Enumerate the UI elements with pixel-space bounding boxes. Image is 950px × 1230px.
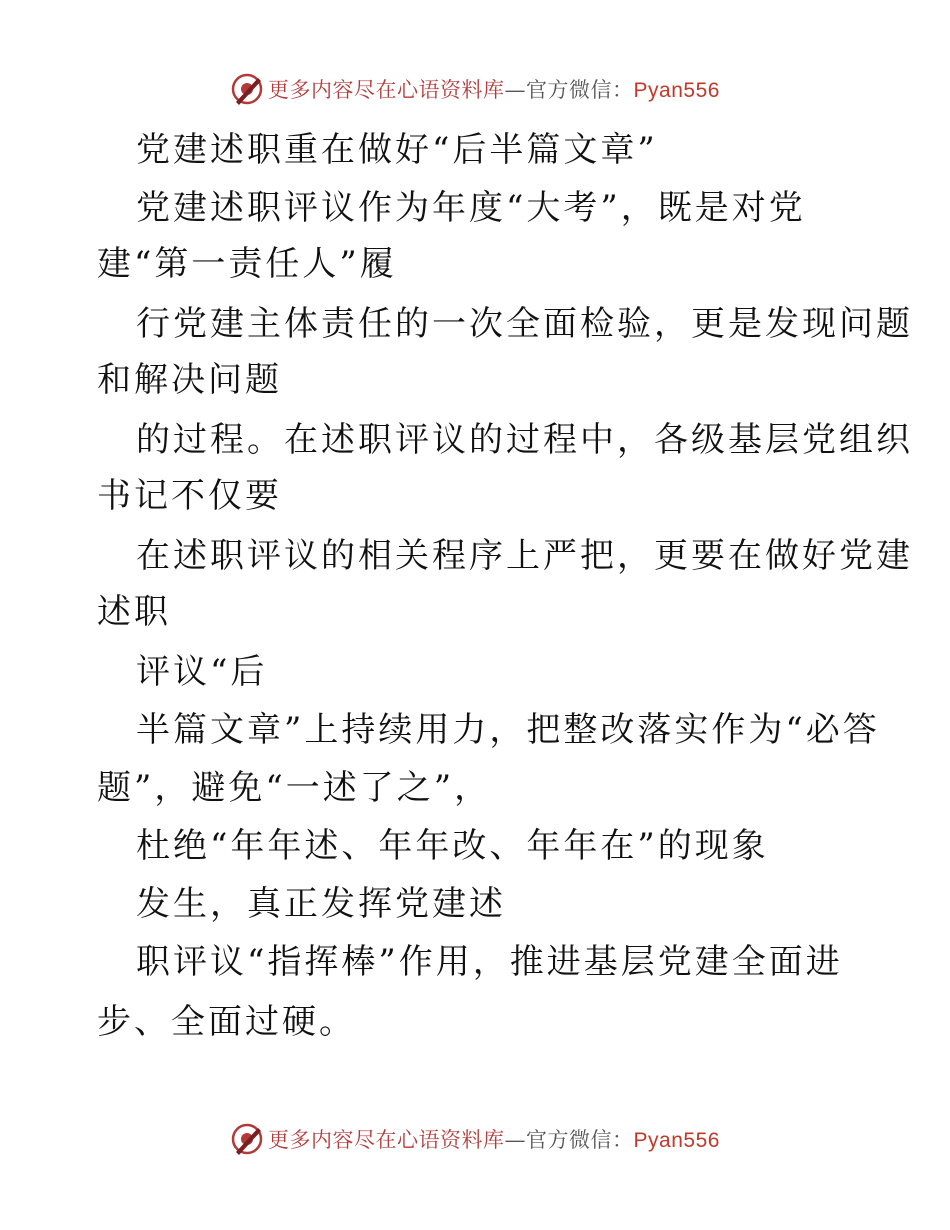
doc-line: 评议“后: [136, 652, 268, 692]
footer-text: [268, 1124, 720, 1154]
header-wechat-id: Pyan556: [633, 79, 720, 102]
doc-line: 的过程。在述职评议的过程中，各级基层党组织: [136, 420, 913, 460]
footer-brand: 更多内容尽在心语资料库: [268, 1128, 505, 1152]
doc-line: 半篇文章”上持续用力，把整改落实作为“必答: [136, 710, 880, 750]
doc-title: 党建述职重在做好“后半篇文章”: [136, 130, 658, 170]
header-text: [268, 74, 720, 104]
footer-separator: —: [504, 1128, 527, 1152]
header-separator: —: [504, 78, 527, 102]
pen-logo-icon: [230, 72, 264, 106]
doc-line: 职评议“指挥棒”作用，推进基层党建全面进: [136, 942, 843, 982]
footer-banner: [0, 1122, 950, 1156]
doc-line: 在述职评议的相关程序上严把，更要在做好党建: [136, 536, 913, 576]
pen-logo-icon: [230, 1122, 264, 1156]
header-brand: 更多内容尽在心语资料库: [268, 78, 505, 102]
doc-line: 党建述职评议作为年度“大考”，既是对党: [136, 188, 806, 228]
footer-wechat-label: 官方微信：: [526, 1128, 634, 1152]
doc-line: 行党建主体责任的一次全面检验，更是发现问题: [136, 304, 913, 344]
doc-line: 述职: [97, 592, 171, 632]
doc-line: 和解决问题: [97, 360, 282, 400]
footer-wechat-id: Pyan556: [633, 1129, 720, 1152]
doc-line: 书记不仅要: [97, 476, 282, 516]
doc-line: 建“第一责任人”履: [97, 244, 397, 284]
header-banner: [0, 72, 950, 106]
doc-line: 步、全面过硬。: [97, 1002, 356, 1042]
doc-line: 发生，真正发挥党建述: [136, 884, 506, 924]
header-wechat-label: 官方微信：: [526, 78, 634, 102]
doc-line: 题”，避免“一述了之”，: [97, 768, 492, 808]
doc-line: 杜绝“年年述、年年改、年年在”的现象: [136, 826, 769, 866]
